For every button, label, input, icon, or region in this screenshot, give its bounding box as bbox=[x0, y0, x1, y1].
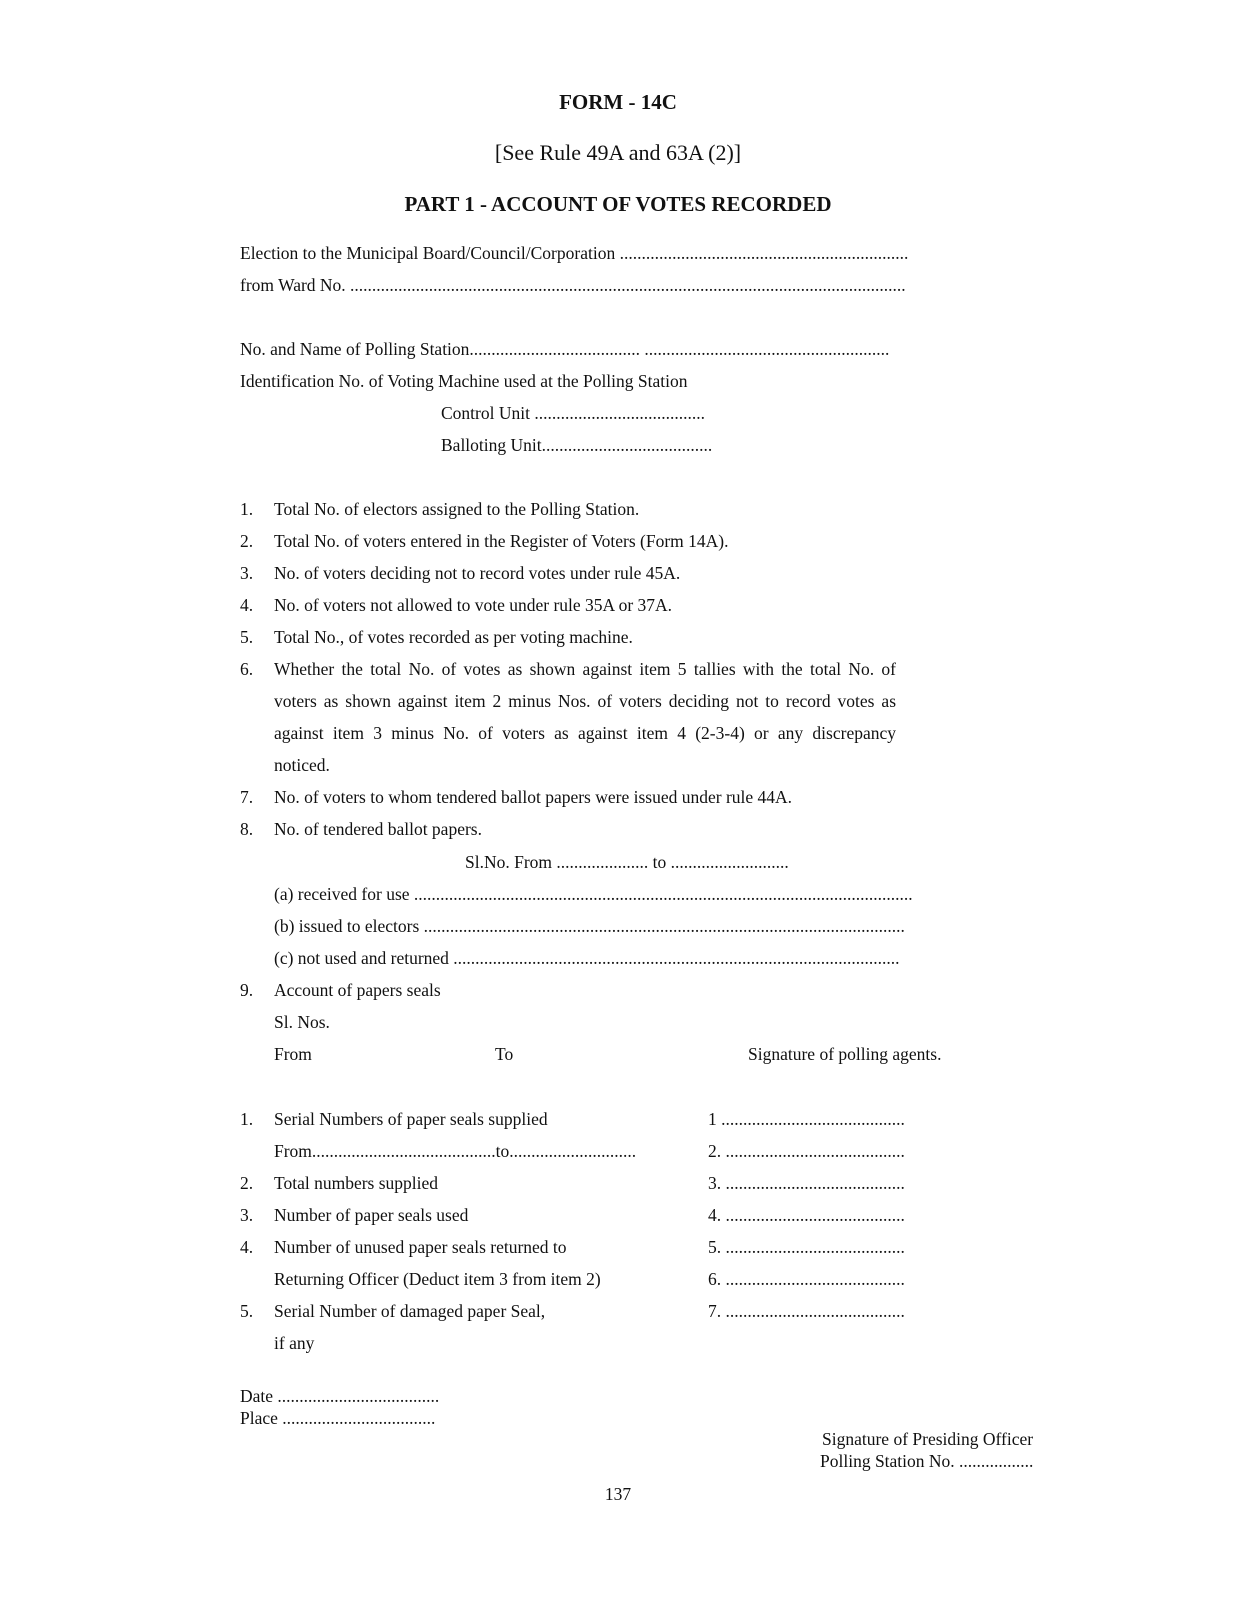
item-9-number: 9. bbox=[240, 980, 254, 1000]
agent-signature-line-4: 4. ......................................... bbox=[708, 1205, 905, 1225]
seal-item-1-number: 1. bbox=[240, 1109, 254, 1129]
item-1-text: Total No. of electors assigned to the Polling Station. bbox=[274, 499, 640, 519]
item-5-number: 5. bbox=[240, 627, 254, 647]
polling-station-field: No. and Name of Polling Station....................................... ........................................................ bbox=[240, 339, 890, 359]
ballot-unit-field: Balloting Unit....................................... bbox=[441, 435, 713, 455]
item-1-number: 1. bbox=[240, 499, 254, 519]
control-unit-field: Control Unit ....................................... bbox=[441, 403, 705, 423]
seal-item-1-range: From..........................................to............................. bbox=[274, 1141, 637, 1161]
tendered-issued-field: (b) issued to electors .............................................................................................................. bbox=[274, 916, 905, 936]
tendered-slno-field: Sl.No. From ..................... to ........................... bbox=[465, 852, 789, 872]
agent-signature-line-6: 6. ......................................... bbox=[708, 1269, 905, 1289]
item-7-text: No. of voters to whom tendered ballot papers were issued under rule 44A. bbox=[274, 787, 793, 807]
seal-item-2-number: 2. bbox=[240, 1173, 254, 1193]
date-field: Date ..................................... bbox=[240, 1386, 440, 1406]
rule-reference: [See Rule 49A and 63A (2)] bbox=[494, 140, 742, 165]
presiding-officer-signature-label: Signature of Presiding Officer bbox=[822, 1429, 1034, 1449]
polling-station-no-field: Polling Station No. ................. bbox=[820, 1451, 1034, 1471]
agent-signature-line-3: 3. ......................................... bbox=[708, 1173, 905, 1193]
seal-item-1-text: Serial Numbers of paper seals supplied bbox=[274, 1109, 548, 1129]
item-6-number: 6. bbox=[240, 659, 254, 679]
item-6-line-3: against item 3 minus No. of voters as against item 4 (2-3-4) or any discrepancy bbox=[274, 723, 896, 743]
seals-sl-nos-label: Sl. Nos. bbox=[274, 1012, 330, 1032]
agent-signature-line-5: 5. ......................................... bbox=[708, 1237, 905, 1257]
item-5-text: Total No., of votes recorded as per voting machine. bbox=[274, 627, 633, 647]
form-title: FORM - 14C bbox=[559, 90, 677, 114]
item-8-text: No. of tendered ballot papers. bbox=[274, 819, 482, 839]
tendered-not-used-field: (c) not used and returned ...................................................................................................... bbox=[274, 948, 900, 968]
page-number: 137 bbox=[604, 1484, 632, 1504]
agent-signature-line-7: 7. ......................................... bbox=[708, 1301, 905, 1321]
agent-signature-line-2: 2. ......................................... bbox=[708, 1141, 905, 1161]
item-6-line-1: Whether the total No. of votes as shown against item 5 tallies with the total No. of bbox=[274, 659, 896, 679]
seal-item-3-number: 3. bbox=[240, 1205, 254, 1225]
seals-to-label: To bbox=[495, 1044, 514, 1064]
seal-item-2-text: Total numbers supplied bbox=[274, 1173, 439, 1193]
election-field: Election to the Municipal Board/Council/Corporation .................................................................. bbox=[240, 243, 909, 263]
tendered-received-field: (a) received for use .................................................................................................................. bbox=[274, 884, 913, 904]
item-6-line-2: voters as shown against item 2 minus Nos. of voters deciding not to record votes as bbox=[274, 691, 896, 711]
part-title: PART 1 - ACCOUNT OF VOTES RECORDED bbox=[404, 192, 832, 216]
seal-item-5-number: 5. bbox=[240, 1301, 254, 1321]
seal-item-4-text: Number of unused paper seals returned to bbox=[274, 1237, 567, 1257]
seal-item-5-text: Serial Number of damaged paper Seal, bbox=[274, 1301, 546, 1321]
item-6-line-4: noticed. bbox=[274, 755, 330, 775]
seal-item-4-continuation: Returning Officer (Deduct item 3 from item 2) bbox=[274, 1269, 601, 1289]
seals-title: Account of papers seals bbox=[274, 980, 441, 1000]
item-4-text: No. of voters not allowed to vote under rule 35A or 37A. bbox=[274, 595, 673, 615]
seal-item-4-number: 4. bbox=[240, 1237, 254, 1257]
item-3-number: 3. bbox=[240, 563, 254, 583]
item-2-number: 2. bbox=[240, 531, 254, 551]
seal-item-5-continuation: if any bbox=[274, 1333, 315, 1353]
item-2-text: Total No. of voters entered in the Register of Voters (Form 14A). bbox=[274, 531, 729, 551]
place-field: Place ................................... bbox=[240, 1408, 436, 1428]
agent-signature-line-1: 1 .......................................... bbox=[708, 1109, 905, 1129]
polling-agents-signature-label: Signature of polling agents. bbox=[748, 1044, 942, 1064]
seals-from-label: From bbox=[274, 1044, 312, 1064]
item-8-number: 8. bbox=[240, 819, 254, 839]
ward-field: from Ward No. ............................................................................................................................... bbox=[240, 275, 906, 295]
machine-id-label: Identification No. of Voting Machine used at the Polling Station bbox=[240, 371, 688, 391]
item-4-number: 4. bbox=[240, 595, 254, 615]
item-7-number: 7. bbox=[240, 787, 254, 807]
seal-item-3-text: Number of paper seals used bbox=[274, 1205, 469, 1225]
item-3-text: No. of voters deciding not to record votes under rule 45A. bbox=[274, 563, 681, 583]
